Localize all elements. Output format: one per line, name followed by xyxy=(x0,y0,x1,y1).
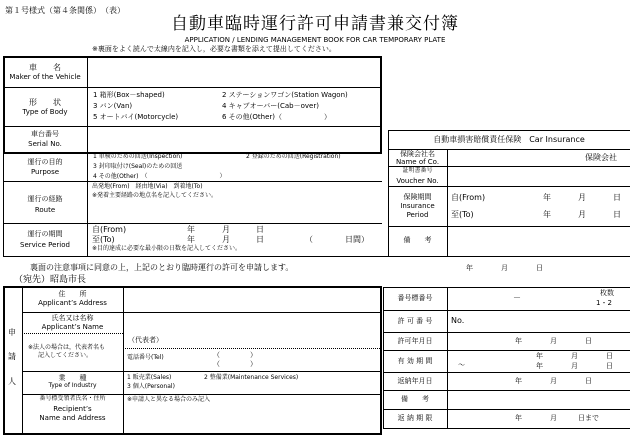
representative-label[interactable]: （代表者） xyxy=(128,336,163,344)
permit-date-month: 月 xyxy=(550,337,557,345)
period-to-year: 年 xyxy=(187,235,195,244)
ins-from-day: 日 xyxy=(613,193,621,202)
address-label-en: Applicant’s Address xyxy=(38,299,107,307)
valid-from-day: 日 xyxy=(606,352,613,360)
maker-input[interactable] xyxy=(89,58,379,85)
ins-to-month: 月 xyxy=(578,210,586,219)
address-input[interactable] xyxy=(125,288,379,310)
industry-option-1[interactable]: 1 販売業(Sales) xyxy=(127,374,172,381)
name-label-en: Applicant’s Name xyxy=(41,323,104,331)
return-date-month: 月 xyxy=(550,377,557,385)
valid-from-month: 月 xyxy=(571,352,578,360)
type-option-5[interactable]: 5 オートバイ(Motorcycle) xyxy=(93,113,179,121)
declaration-date[interactable]: 年 月 日 xyxy=(466,264,543,272)
period-from-day: 日 xyxy=(256,225,264,234)
valid-to-month: 月 xyxy=(571,362,578,370)
period-to-month: 月 xyxy=(222,235,230,244)
purpose-option-2[interactable]: 2 登録のための回送(Registration) xyxy=(246,153,341,160)
type-option-1[interactable]: 1 箱形(Box－shaped) xyxy=(93,91,165,99)
route-line1: 出発地(From) 経由地(Via) 到着地(To) xyxy=(92,183,203,190)
type-option-2[interactable]: 2 ステーションワゴン(Station Wagon) xyxy=(222,91,348,99)
ins-period-label-ja: 保険期間 xyxy=(403,193,432,201)
plate-number-label: 番号標番号 xyxy=(397,294,433,302)
route-label-en: Route xyxy=(34,206,56,214)
office-remarks-label: 備 考 xyxy=(401,395,429,403)
permit-no-input[interactable] xyxy=(470,313,625,329)
type-label-en: Type of Body xyxy=(22,108,68,116)
permit-date-label: 許可年月日 xyxy=(397,337,433,345)
recipient-note: ※申請人と異なる場合のみ記入 xyxy=(127,396,211,403)
corp-note-1: ※法人の場合は，代表者名も xyxy=(28,344,106,351)
phone-paren-close-2: ） xyxy=(250,360,257,368)
purpose-label-en: Purpose xyxy=(30,168,60,176)
sheets-label: 枚数 xyxy=(600,289,614,297)
permit-date-year: 年 xyxy=(515,337,522,345)
industry-label-ja: 業 種 xyxy=(58,374,87,382)
permit-no-label: 許 可 番 号 xyxy=(397,317,433,325)
deadline-label: 返 納 期 限 xyxy=(397,414,433,422)
industry-label-en: Type of Industry xyxy=(48,382,97,389)
corp-note-2: 記入してください。 xyxy=(38,352,93,359)
purpose-option-1[interactable]: 1 車検のための回送(Inspection) xyxy=(93,153,183,160)
ins-from-year: 年 xyxy=(543,193,551,202)
valid-to-day: 日 xyxy=(606,362,613,370)
period-from-year: 年 xyxy=(187,225,195,234)
ins-from-label: 自(From) xyxy=(451,193,486,202)
type-label-ja: 形 状 xyxy=(29,98,61,107)
ins-period-label-en2: Period xyxy=(406,211,429,219)
period-from-month: 月 xyxy=(222,225,230,234)
ins-to-year: 年 xyxy=(543,210,551,219)
phone-input[interactable] xyxy=(222,352,248,368)
deadline-suffix: 日まで xyxy=(578,414,599,422)
route-input[interactable] xyxy=(89,202,379,221)
return-date-year: 年 xyxy=(515,377,522,385)
recipient-label-en1: Recipient’s xyxy=(53,405,92,413)
ins-company-suffix: 保険会社 xyxy=(585,153,617,162)
phone-paren-open-1: （ xyxy=(213,351,220,359)
ins-remarks-input[interactable] xyxy=(449,228,627,254)
industry-option-2[interactable]: 2 整備業(Maintenance Services) xyxy=(204,374,299,381)
valid-period-label: 有 効 期 間 xyxy=(397,357,433,365)
type-option-3[interactable]: 3 バン(Van) xyxy=(93,102,133,110)
name-input[interactable] xyxy=(125,314,379,332)
insurance-header: 自動車損害賠償責任保険 Car Insurance xyxy=(433,135,585,144)
ins-remarks-label: 備 考 xyxy=(403,236,432,244)
return-date-label: 返納年月日 xyxy=(397,377,433,385)
route-label-ja: 運行の経路 xyxy=(27,195,63,203)
permit-date-day: 日 xyxy=(585,337,592,345)
route-note: ※発着主要経路の地点名を記入してください。 xyxy=(92,192,218,199)
recipient-label-ja: 番号標受領者氏名・住所 xyxy=(39,395,106,402)
phone-paren-open-2: （ xyxy=(213,360,220,368)
instruction-text: ※裏面をよく読んで太線内を記入し，必要な書類を添えて提出してください。 xyxy=(92,45,336,53)
ins-from-month: 月 xyxy=(578,193,586,202)
type-option-6[interactable]: 6 その他(Other)（ ） xyxy=(222,113,332,121)
addressee: （宛先）昭島市長 xyxy=(14,275,87,285)
serial-input[interactable] xyxy=(89,128,379,152)
recipient-label-en2: Name and Address xyxy=(39,414,106,422)
period-note: ※目的達成に必要な最小限の日数を記入してください。 xyxy=(92,245,242,252)
serial-label-ja: 車台番号 xyxy=(31,130,59,138)
phone-label: 電話番号(Tel) xyxy=(127,354,164,361)
page-title: 自動車臨時運行許可申請書兼交付簿 xyxy=(171,14,459,34)
applicant-side-2: 請 xyxy=(8,352,16,361)
applicant-side-1: 申 xyxy=(8,328,16,337)
maker-label-en: Maker of the Vehicle xyxy=(9,73,81,81)
ins-period-label-en1: Insurance xyxy=(400,202,435,210)
address-label-ja: 住 所 xyxy=(58,290,87,298)
page-subtitle: APPLICATION / LENDING MANAGEMENT BOOK FOR CAR TEMPORARY PLATE xyxy=(184,36,446,44)
ins-company-label-en: Name of Co. xyxy=(395,158,440,166)
office-remarks-input[interactable] xyxy=(449,392,627,407)
period-to-label: 至(To) xyxy=(92,235,115,244)
sheets-value[interactable]: 1・2 xyxy=(596,299,612,307)
permit-no-prefix: No. xyxy=(451,316,465,325)
valid-from-year: 年 xyxy=(536,352,543,360)
period-label-en: Service Period xyxy=(20,241,70,249)
industry-option-3[interactable]: 3 個人(Personal) xyxy=(127,383,175,390)
ins-voucher-input[interactable] xyxy=(449,168,627,184)
ins-company-label-ja: 保険会社名 xyxy=(400,150,435,158)
phone-paren-close-1: ） xyxy=(250,351,257,359)
applicant-side-3: 人 xyxy=(8,377,16,386)
form-number: 第１号様式（第４条関係） （表） xyxy=(5,6,125,15)
deadline-year: 年 xyxy=(515,414,522,422)
deadline-month: 月 xyxy=(550,414,557,422)
plate-dash: － xyxy=(513,293,521,302)
period-to-day: 日 xyxy=(256,235,264,244)
recipient-input[interactable] xyxy=(125,406,379,432)
declaration-text: 裏面の注意事項に同意の上，上記のとおり臨時運行の許可を申請します。 xyxy=(30,263,294,272)
return-date-day: 日 xyxy=(585,377,592,385)
ins-to-day: 日 xyxy=(613,210,621,219)
purpose-label-ja: 運行の目的 xyxy=(27,158,63,166)
purpose-option-4[interactable]: 4 その他(Other) （ ） xyxy=(93,173,226,180)
ins-voucher-label-en: Voucher No. xyxy=(396,177,439,185)
valid-to-year: 年 xyxy=(536,362,543,370)
purpose-option-3[interactable]: 3 封印取付け(Seal)のための回送 xyxy=(93,163,183,170)
type-option-4[interactable]: 4 キャブオーバー(Cab－over) xyxy=(222,102,319,110)
name-label-ja: 氏名又は名称 xyxy=(51,314,94,322)
ins-company-input[interactable] xyxy=(449,151,581,165)
ins-voucher-label-ja: 証明書番号 xyxy=(402,167,433,174)
maker-label-ja: 車 名 xyxy=(29,63,61,72)
serial-label-en: Serial No. xyxy=(28,140,62,148)
period-from-label: 自(From) xyxy=(92,225,127,234)
period-label-ja: 運行の期間 xyxy=(27,230,63,238)
ins-to-label: 至(To) xyxy=(451,210,474,219)
period-days[interactable]: （ 日間） xyxy=(305,235,369,244)
valid-tilde: ～ xyxy=(458,361,465,369)
